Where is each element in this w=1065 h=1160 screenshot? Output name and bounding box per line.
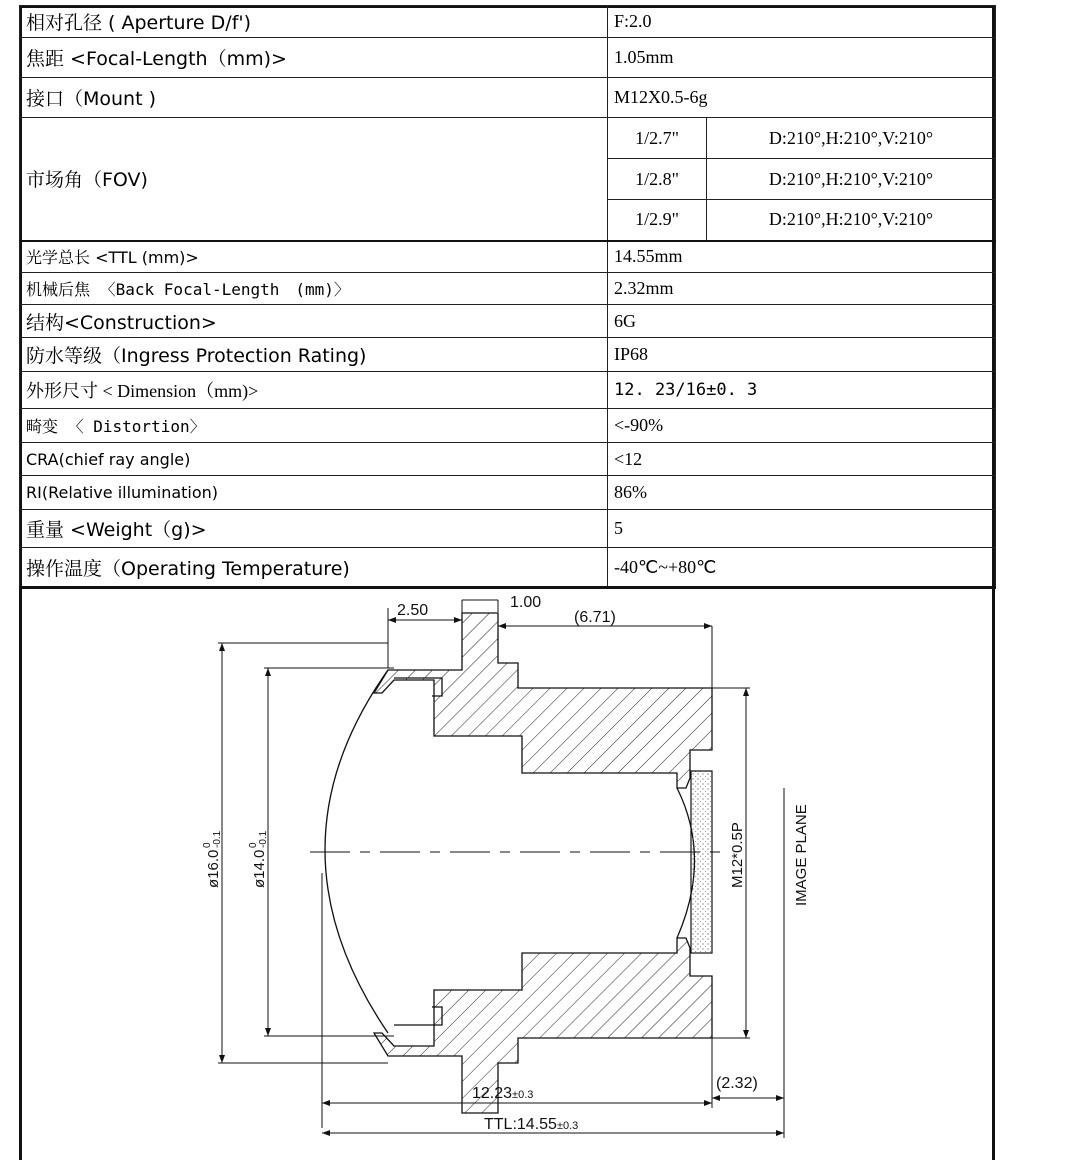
dia-14 xyxy=(248,830,269,888)
label-dimension: 外形尺寸 < Dimension（mm)> xyxy=(20,372,608,409)
fov-sensor: 1/2.8" xyxy=(608,159,707,200)
label-temperature: 操作温度（Operating Temperature) xyxy=(20,548,608,588)
fov-sensor: 1/2.9" xyxy=(608,200,707,241)
svg-text:-0.1: -0.1 xyxy=(258,830,269,848)
value-cra: <12 xyxy=(608,443,996,476)
row-fov-1 xyxy=(20,118,996,159)
row-ttl xyxy=(20,241,996,273)
value-ingress: IP68 xyxy=(608,338,996,372)
lens-technical-drawing xyxy=(22,588,992,1160)
row-focal-length xyxy=(20,38,996,78)
dim-1-00: 1.00 xyxy=(510,594,542,611)
svg-text:0: 0 xyxy=(202,842,213,848)
row-ri xyxy=(20,476,996,510)
svg-text:-0.1: -0.1 xyxy=(212,830,223,848)
dia-16 xyxy=(202,830,223,888)
dim-2-50: 2.50 xyxy=(397,602,429,619)
row-construction xyxy=(20,305,996,338)
row-cra xyxy=(20,443,996,476)
row-ingress xyxy=(20,338,996,372)
label-distortion: 畸变 〈 Distortion〉 xyxy=(20,409,608,443)
value-aperture: F:2.0 xyxy=(608,6,996,38)
value-distortion: <-90% xyxy=(608,409,996,443)
ir-filter xyxy=(691,771,712,953)
housing-upper xyxy=(374,613,712,788)
fov-sensor: 1/2.7" xyxy=(608,118,707,159)
value-back-focal: 2.32mm xyxy=(608,273,996,305)
label-back-focal: 机械后焦 〈Back Focal-Length (mm)〉 xyxy=(20,273,608,305)
svg-text:ø14.0: ø14.0 xyxy=(251,849,268,888)
label-ingress: 防水等级（Ingress Protection Rating) xyxy=(20,338,608,372)
dim-12-23: 12.23±0.3 xyxy=(472,1085,534,1102)
image-plane-label: IMAGE PLANE xyxy=(793,804,810,906)
label-ttl: 光学总长 <TTL (mm)> xyxy=(20,241,608,273)
row-mount xyxy=(20,78,996,118)
label-mount: 接口（Mount ) xyxy=(20,78,608,118)
value-focal-length: 1.05mm xyxy=(608,38,996,78)
value-ttl: 14.55mm xyxy=(608,241,996,273)
label-cra: CRA(chief ray angle) xyxy=(20,443,608,476)
dim-ttl: TTL:14.55±0.3 xyxy=(484,1116,579,1133)
value-temperature: -40℃~+80℃ xyxy=(608,548,996,588)
label-fov: 市场角（FOV) xyxy=(20,118,608,241)
svg-text:0: 0 xyxy=(248,842,259,848)
label-aperture: 相对孔径 ( Aperture D/f') xyxy=(20,6,608,38)
spec-table xyxy=(19,5,996,589)
value-mount: M12X0.5-6g xyxy=(608,78,996,118)
fov-angles: D:210°,H:210°,V:210° xyxy=(707,159,996,200)
dim-6-71: (6.71) xyxy=(574,609,616,626)
label-construction: 结构<Construction> xyxy=(20,305,608,338)
row-dimension xyxy=(20,372,996,409)
label-ri: RI(Relative illumination) xyxy=(20,476,608,510)
fov-angles: D:210°,H:210°,V:210° xyxy=(707,200,996,241)
dim-2-32: (2.32) xyxy=(716,1075,758,1092)
value-construction: 6G xyxy=(608,305,996,338)
row-distortion xyxy=(20,409,996,443)
value-ri: 86% xyxy=(608,476,996,510)
label-weight: 重量 <Weight（g)> xyxy=(20,510,608,548)
row-weight xyxy=(20,510,996,548)
label-focal-length: 焦距 <Focal-Length（mm)> xyxy=(20,38,608,78)
row-aperture xyxy=(20,6,996,38)
thread-spec: M12*0.5P xyxy=(729,822,746,888)
fov-angles: D:210°,H:210°,V:210° xyxy=(707,118,996,159)
svg-text:ø16.0: ø16.0 xyxy=(205,849,222,888)
value-weight: 5 xyxy=(608,510,996,548)
row-temperature xyxy=(20,548,996,588)
value-dimension: 12. 23/16±0. 3 xyxy=(608,372,996,409)
row-back-focal xyxy=(20,273,996,305)
